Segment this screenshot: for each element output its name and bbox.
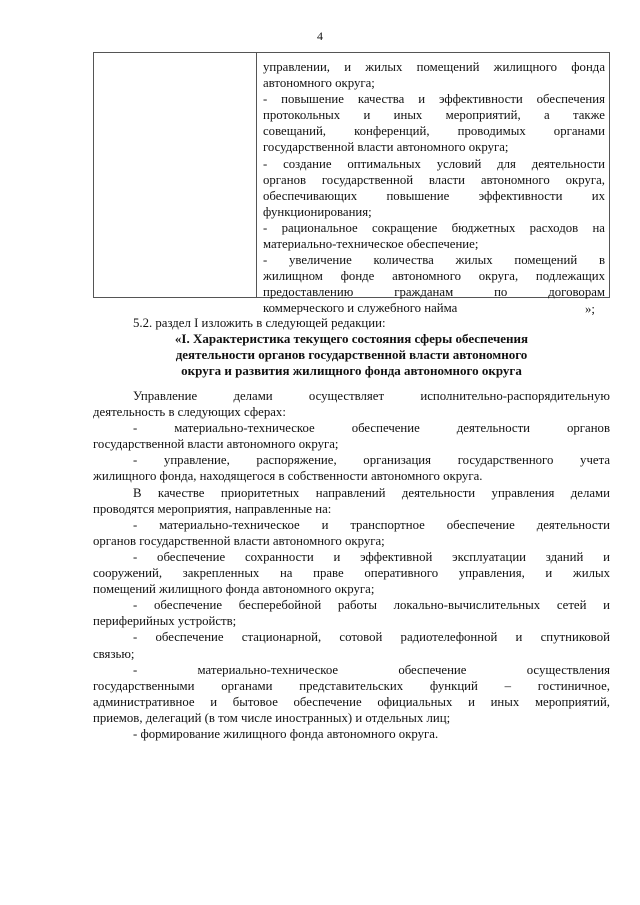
body-line: - управление, распоряжение, организация государственного учета — [133, 453, 610, 468]
table-left-cell — [94, 53, 257, 297]
heading-line: округа и развития жилищного фонда автономного округа — [181, 363, 522, 378]
body-line: государственной власти автономного округа; — [93, 437, 339, 452]
page-number: 4 — [317, 29, 323, 43]
body-line: государственными органами представительских функций – гостиничное, — [93, 678, 610, 693]
body-line: административное и бытовое обеспечение официальных и иных мероприятий, — [93, 694, 610, 709]
table-line: совещаний, конференций, проводимых органами — [263, 124, 605, 139]
continuation-table — [93, 52, 610, 316]
body-line: Управление делами осуществляет исполнительно-распорядительную — [133, 389, 610, 403]
body-line: органов государственной власти автономного округа; — [93, 533, 385, 548]
table-line: - создание оптимальных условий для деятельности — [263, 156, 605, 171]
table-right-cell — [257, 53, 609, 316]
table-line: управлении, и жилых помещений жилищного фонда — [263, 60, 605, 74]
table-line: автономного округа; — [263, 76, 375, 91]
table-line: материально-техническое обеспечение; — [263, 237, 479, 252]
body-line: сооружений, закрепленных на праве оперативного управления, и жилых — [93, 566, 610, 581]
table-line: предоставлению гражданам по договорам — [263, 285, 605, 300]
body-line: периферийных устройств; — [93, 614, 237, 629]
heading-line: «I. Характеристика текущего состояния сферы обеспечения — [174, 331, 529, 346]
table-line: функционирования; — [263, 204, 372, 219]
body-line: деятельность в следующих сферах: — [93, 405, 286, 420]
section-heading — [93, 331, 610, 379]
body-line: - обеспечение сохранности и эффективной эксплуатации зданий и — [133, 549, 610, 564]
table-line: государственной власти автономного округа; — [263, 140, 509, 155]
table-line: протокольных и иных мероприятий, а также — [263, 108, 605, 123]
body-line: приемов, делегаций (в том числе иностранных) и отдельных лиц; — [93, 710, 451, 725]
body-line: жилищного фонда, находящегося в собственности автономного округа. — [93, 469, 483, 484]
table-line: - увеличение количества жилых помещений в — [263, 253, 605, 268]
body-line: помещений жилищного фонда автономного округа; — [93, 582, 375, 597]
clause-5-2: 5.2. раздел I изложить в следующей редакции: — [133, 316, 386, 330]
body-line: - материально-техническое обеспечение деятельности органов — [133, 421, 610, 436]
table-line: - рациональное сокращение бюджетных расходов на — [263, 220, 605, 235]
table-line: - повышение качества и эффективности обеспечения — [263, 92, 605, 107]
body-line: - обеспечение бесперебойной работы локально-вычислительных сетей и — [133, 598, 610, 613]
table-line: обеспечивающих повышение эффективности их — [263, 188, 605, 203]
body-line: проводятся мероприятия, направленные на: — [93, 501, 332, 516]
table-line: жилищном фонде автономного округа, подлежащих — [263, 269, 605, 284]
body-line: - материально-техническое и транспортное обеспечение деятельности — [133, 517, 610, 532]
section-body — [93, 388, 610, 742]
heading-line: деятельности органов государственной власти автономного — [175, 347, 528, 362]
table-closing-quote: »; — [585, 302, 595, 316]
body-line: - формирование жилищного фонда автономного округа. — [133, 726, 439, 741]
body-line: В качестве приоритетных направлений деятельности управления делами — [133, 485, 610, 500]
body-line: - материально-техническое обеспечение осуществления — [133, 662, 610, 677]
body-line: связью; — [93, 646, 135, 661]
body-line: - обеспечение стационарной, сотовой радиотелефонной и спутниковой — [133, 630, 610, 645]
table-line: органов государственной власти автономного округа, — [263, 172, 605, 187]
table-line: коммерческого и служебного найма — [263, 301, 458, 316]
